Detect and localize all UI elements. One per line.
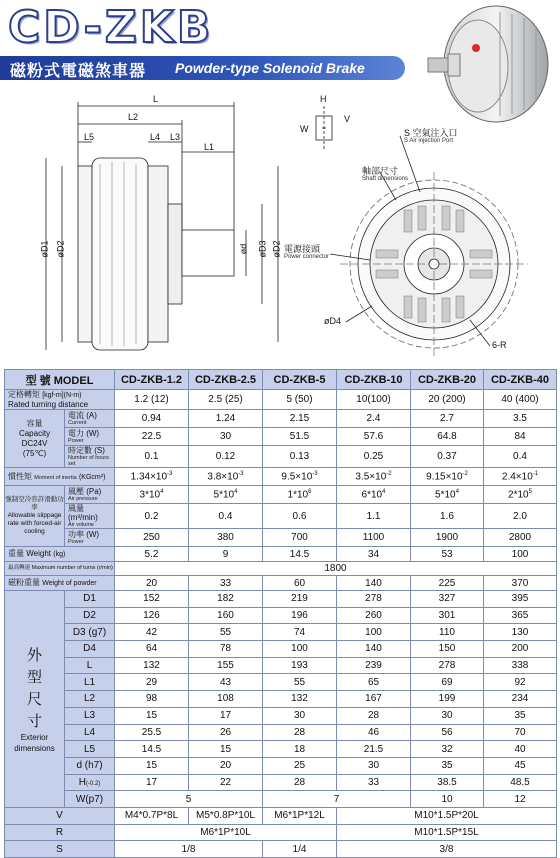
- table-cell: 0.2: [115, 504, 189, 529]
- dim-row-L3: [5, 707, 557, 724]
- dim-row-d: [5, 757, 557, 774]
- table-cell: 15: [115, 707, 189, 724]
- table-cell: $3.8\times 10^{-3}$: [189, 468, 263, 486]
- table-cell: 365: [484, 607, 557, 624]
- dim-L5: L5: [84, 132, 95, 142]
- table-cell: 26: [189, 724, 263, 741]
- table-cell: $9.5\times 10^{-3}$: [263, 468, 337, 486]
- table-cell: 43: [189, 674, 263, 691]
- table-cell: 0.25: [337, 446, 411, 468]
- table-cell: 7: [263, 791, 411, 808]
- table-cell: 10(100): [337, 390, 411, 410]
- dim-L1: L1: [204, 142, 215, 152]
- table-cell: 29: [115, 674, 189, 691]
- dim-H: H: [320, 94, 327, 104]
- air-port-label-zh: S 空氣注入口: [404, 128, 458, 138]
- model-header: 型 號 MODEL: [5, 370, 115, 390]
- table-cell: 100: [337, 624, 411, 641]
- table-cell: 74: [263, 624, 337, 641]
- table-cell: 225: [411, 576, 484, 591]
- table-cell: $1.34\times 10^{-3}$: [115, 468, 189, 486]
- table-cell: $3*10^4$: [115, 486, 189, 504]
- max-turns-value: 1800: [115, 562, 557, 576]
- dim-label: V: [5, 807, 115, 824]
- product-name-en: Powder-type Solenoid Brake: [175, 60, 365, 76]
- table-cell: 327: [411, 591, 484, 608]
- table-cell: 5 (50): [263, 390, 337, 410]
- table-cell: 56: [411, 724, 484, 741]
- table-cell: $2.4\times 10^{-1}$: [484, 468, 557, 486]
- table-cell: 84: [484, 428, 557, 446]
- air-volume-label: 風量 (m³/min) Air volume: [65, 504, 115, 529]
- table-cell: 9: [189, 547, 263, 562]
- table-cell: 1.1: [337, 504, 411, 529]
- model-title: CD-ZKB: [8, 2, 214, 53]
- dim-D2-left: øD2: [55, 240, 66, 258]
- table-cell: 1.24: [189, 410, 263, 428]
- table-cell: 0.1: [115, 446, 189, 468]
- table-cell: 25.5: [115, 724, 189, 741]
- table-cell: 1/4: [263, 841, 337, 858]
- cooling-power-label: 功率 (W) Power: [65, 529, 115, 547]
- table-cell: 34: [337, 547, 411, 562]
- air-pressure-row: [5, 486, 557, 504]
- dim-D3: øD3: [257, 240, 268, 258]
- dim-label: L1: [65, 674, 115, 691]
- dim-row-D1: [5, 591, 557, 608]
- table-cell: 10: [411, 791, 484, 808]
- table-cell: 196: [263, 607, 337, 624]
- cooling-power-row: [5, 529, 557, 547]
- table-cell: 1100: [337, 529, 411, 547]
- time-constant-row: [5, 446, 557, 468]
- max-turns-label: 最高轉速 Maximum number of turns (r/min): [5, 562, 115, 576]
- table-cell: 5: [115, 791, 263, 808]
- table-cell: 700: [263, 529, 337, 547]
- table-cell: 35: [411, 757, 484, 774]
- title-banner: [0, 56, 405, 80]
- table-cell: 78: [189, 641, 263, 658]
- table-cell: 219: [263, 591, 337, 608]
- dim-L2: L2: [128, 112, 139, 122]
- table-cell: $1*10^6$: [263, 486, 337, 504]
- table-cell: 100: [263, 641, 337, 658]
- table-cell: 51.5: [263, 428, 337, 446]
- table-cell: 65: [337, 674, 411, 691]
- table-cell: 132: [263, 691, 337, 708]
- connector-label-zh: 電源接頭: [284, 244, 321, 254]
- table-cell: 55: [263, 674, 337, 691]
- model-col-3: CD-ZKB-5: [263, 370, 337, 390]
- table-cell: 0.12: [189, 446, 263, 468]
- dim-label: L: [65, 657, 115, 674]
- table-cell: M5*0.8P*10L: [189, 807, 263, 824]
- weight-label: 重量 Weight (kg): [5, 547, 115, 562]
- dim-row-S: [5, 841, 557, 858]
- table-cell: 33: [189, 576, 263, 591]
- table-cell: M6*1P*10L: [115, 824, 337, 841]
- table-cell: 1.2 (12): [115, 390, 189, 410]
- table-cell: 15: [115, 757, 189, 774]
- dim-row-H: [5, 774, 557, 791]
- table-cell: 33: [337, 774, 411, 791]
- table-cell: M6*1P*12L: [263, 807, 337, 824]
- dim-L3: L3: [170, 132, 181, 142]
- drawing-lines: [0, 84, 560, 362]
- weight-row: [5, 547, 557, 562]
- table-cell: 199: [411, 691, 484, 708]
- air-pressure-label: 風壓 (Pa) Air pressure: [65, 486, 115, 504]
- table-cell: 20 (200): [411, 390, 484, 410]
- table-cell: 45: [484, 757, 557, 774]
- table-cell: 239: [337, 657, 411, 674]
- capacity-group-label: 容量 Capacity DC24V (75℃): [5, 410, 65, 468]
- table-cell: 55: [189, 624, 263, 641]
- table-cell: $5*10^4$: [189, 486, 263, 504]
- table-cell: $5*10^4$: [411, 486, 484, 504]
- table-cell: 1/8: [115, 841, 263, 858]
- table-cell: 30: [189, 428, 263, 446]
- table-cell: 60: [263, 576, 337, 591]
- table-cell: 1900: [411, 529, 484, 547]
- table-cell: 2.7: [411, 410, 484, 428]
- table-cell: 18: [263, 741, 337, 758]
- model-col-5: CD-ZKB-20: [411, 370, 484, 390]
- dim-label: S: [5, 841, 115, 858]
- table-cell: 17: [115, 774, 189, 791]
- table-cell: 1.6: [411, 504, 484, 529]
- table-cell: 110: [411, 624, 484, 641]
- table-cell: 64.8: [411, 428, 484, 446]
- dim-row-D4: [5, 641, 557, 658]
- table-cell: 64: [115, 641, 189, 658]
- dim-label: D2: [65, 607, 115, 624]
- table-cell: 92: [484, 674, 557, 691]
- table-cell: 20: [189, 757, 263, 774]
- table-cell: 48.5: [484, 774, 557, 791]
- table-cell: 132: [115, 657, 189, 674]
- dim-label: L5: [65, 741, 115, 758]
- dim-W: W: [300, 124, 309, 134]
- table-cell: 380: [189, 529, 263, 547]
- table-cell: 3.5: [484, 410, 557, 428]
- table-cell: $2*10^5$: [484, 486, 557, 504]
- table-cell: 69: [411, 674, 484, 691]
- table-cell: 5.2: [115, 547, 189, 562]
- model-col-2: CD-ZKB-2.5: [189, 370, 263, 390]
- dim-d: ød: [238, 243, 249, 255]
- table-cell: 0.4: [189, 504, 263, 529]
- dim-label: R: [5, 824, 115, 841]
- table-cell: 14.5: [115, 741, 189, 758]
- powder-label: 磁粉重量 Weight of powder: [5, 576, 115, 591]
- table-cell: 38.5: [411, 774, 484, 791]
- table-cell: 30: [263, 707, 337, 724]
- table-cell: 278: [337, 591, 411, 608]
- dim-row-L2: [5, 691, 557, 708]
- time-constant-label: 時定數 (S) Number of hours set: [65, 446, 115, 468]
- table-cell: 234: [484, 691, 557, 708]
- dim-label: d (h7): [65, 757, 115, 774]
- air-volume-row: [5, 504, 557, 529]
- table-cell: 40 (400): [484, 390, 557, 410]
- table-cell: 25: [263, 757, 337, 774]
- table-cell: 2.0: [484, 504, 557, 529]
- inertia-row: [5, 468, 557, 486]
- dim-label: L3: [65, 707, 115, 724]
- shaft-label-en: Shaft dimensions: [362, 176, 409, 182]
- table-cell: 395: [484, 591, 557, 608]
- table-cell: 98: [115, 691, 189, 708]
- torque-row: [5, 390, 557, 410]
- model-col-6: CD-ZKB-40: [484, 370, 557, 390]
- table-cell: 57.6: [337, 428, 411, 446]
- torque-label: 定格轉矩 [kgf-m](N-m) Rated turning distance: [5, 390, 115, 410]
- technical-drawing: [0, 84, 560, 362]
- table-cell: 0.4: [484, 446, 557, 468]
- table-cell: 20: [115, 576, 189, 591]
- dim-L: L: [153, 94, 159, 104]
- table-cell: 35: [484, 707, 557, 724]
- table-cell: 193: [263, 657, 337, 674]
- table-cell: 140: [337, 641, 411, 658]
- table-cell: 155: [189, 657, 263, 674]
- connector-label-en: Power connector: [284, 254, 330, 260]
- table-cell: $6*10^4$: [337, 486, 411, 504]
- table-cell: 70: [484, 724, 557, 741]
- dim-label: W(p7): [65, 791, 115, 808]
- max-turns-row: [5, 562, 557, 576]
- dim-row-W: [5, 791, 557, 808]
- dim-row-D3: [5, 624, 557, 641]
- table-cell: 152: [115, 591, 189, 608]
- table-cell: 200: [484, 641, 557, 658]
- dim-row-L5: [5, 741, 557, 758]
- dim-row-D2: [5, 607, 557, 624]
- model-col-4: CD-ZKB-10: [337, 370, 411, 390]
- table-cell: 12: [484, 791, 557, 808]
- dim-label: H(-0.2): [65, 774, 115, 791]
- table-cell: 42: [115, 624, 189, 641]
- dim-D2-right: øD2: [271, 240, 282, 258]
- table-cell: 150: [411, 641, 484, 658]
- table-cell: 32: [411, 741, 484, 758]
- dim-row-L: [5, 657, 557, 674]
- table-cell: 2800: [484, 529, 557, 547]
- power-label: 電力 (W) Power: [65, 428, 115, 446]
- dim-row-L1: [5, 674, 557, 691]
- table-cell: 0.13: [263, 446, 337, 468]
- table-cell: 22: [189, 774, 263, 791]
- table-cell: 30: [337, 757, 411, 774]
- table-cell: 100: [484, 547, 557, 562]
- dim-V: V: [344, 114, 351, 124]
- table-cell: 260: [337, 607, 411, 624]
- dim-row-L4: [5, 724, 557, 741]
- dim-D1: øD1: [39, 240, 50, 258]
- table-cell: 21.5: [337, 741, 411, 758]
- table-cell: 22.5: [115, 428, 189, 446]
- dim-6R: 6-R: [492, 340, 507, 350]
- model-col-1: CD-ZKB-1.2: [115, 370, 189, 390]
- table-cell: 2.4: [337, 410, 411, 428]
- dim-label: D1: [65, 591, 115, 608]
- table-cell: 167: [337, 691, 411, 708]
- cooling-group-label: 強制空冷容許滑動功率 Allowable slippage rate with forced-air cooling: [5, 486, 65, 547]
- current-row: [5, 410, 557, 428]
- header-row: [5, 370, 557, 390]
- table-cell: 53: [411, 547, 484, 562]
- dim-label: D3 (g7): [65, 624, 115, 641]
- table-cell: 17: [189, 707, 263, 724]
- table-cell: M4*0.7P*8L: [115, 807, 189, 824]
- table-cell: 160: [189, 607, 263, 624]
- table-cell: 182: [189, 591, 263, 608]
- table-cell: 40: [484, 741, 557, 758]
- table-cell: 2.15: [263, 410, 337, 428]
- dim-D4: øD4: [324, 316, 342, 326]
- dim-label: L2: [65, 691, 115, 708]
- table-cell: 3/8: [337, 841, 557, 858]
- table-cell: 28: [263, 774, 337, 791]
- table-cell: 250: [115, 529, 189, 547]
- power-row: [5, 428, 557, 446]
- table-cell: 108: [189, 691, 263, 708]
- dim-L4: L4: [150, 132, 161, 142]
- table-cell: M10*1.5P*15L: [337, 824, 557, 841]
- dim-row-V: [5, 807, 557, 824]
- table-cell: 30: [411, 707, 484, 724]
- shaft-label-zh: 軸部尺寸: [362, 166, 399, 176]
- dim-row-R: [5, 824, 557, 841]
- table-cell: 130: [484, 624, 557, 641]
- table-cell: 140: [337, 576, 411, 591]
- table-cell: 14.5: [263, 547, 337, 562]
- table-cell: 126: [115, 607, 189, 624]
- exterior-dimensions-label: 外 型 尺 寸 Exterior dimensions: [5, 591, 65, 808]
- table-cell: 0.94: [115, 410, 189, 428]
- current-label: 電流 (A) Current: [65, 410, 115, 428]
- table-cell: 278: [411, 657, 484, 674]
- powder-row: [5, 576, 557, 591]
- table-cell: $3.5\times 10^{-2}$: [337, 468, 411, 486]
- dim-label: L4: [65, 724, 115, 741]
- table-cell: 0.37: [411, 446, 484, 468]
- table-cell: 2.5 (25): [189, 390, 263, 410]
- table-cell: 15: [189, 741, 263, 758]
- table-cell: 46: [337, 724, 411, 741]
- table-cell: 301: [411, 607, 484, 624]
- table-cell: 28: [263, 724, 337, 741]
- table-cell: 370: [484, 576, 557, 591]
- dim-label: D4: [65, 641, 115, 658]
- air-port-label-en: S Air injection Port: [404, 138, 454, 144]
- table-cell: 0.6: [263, 504, 337, 529]
- table-cell: $9.15\times 10^{-2}$: [411, 468, 484, 486]
- spec-table: [4, 369, 557, 858]
- table-cell: 28: [337, 707, 411, 724]
- inertia-label: 慣性矩 Moment of inertia (KGcm²): [5, 468, 115, 486]
- table-cell: M10*1.5P*20L: [337, 807, 557, 824]
- table-cell: 338: [484, 657, 557, 674]
- product-name-zh: 磁粉式電磁煞車器: [10, 61, 147, 80]
